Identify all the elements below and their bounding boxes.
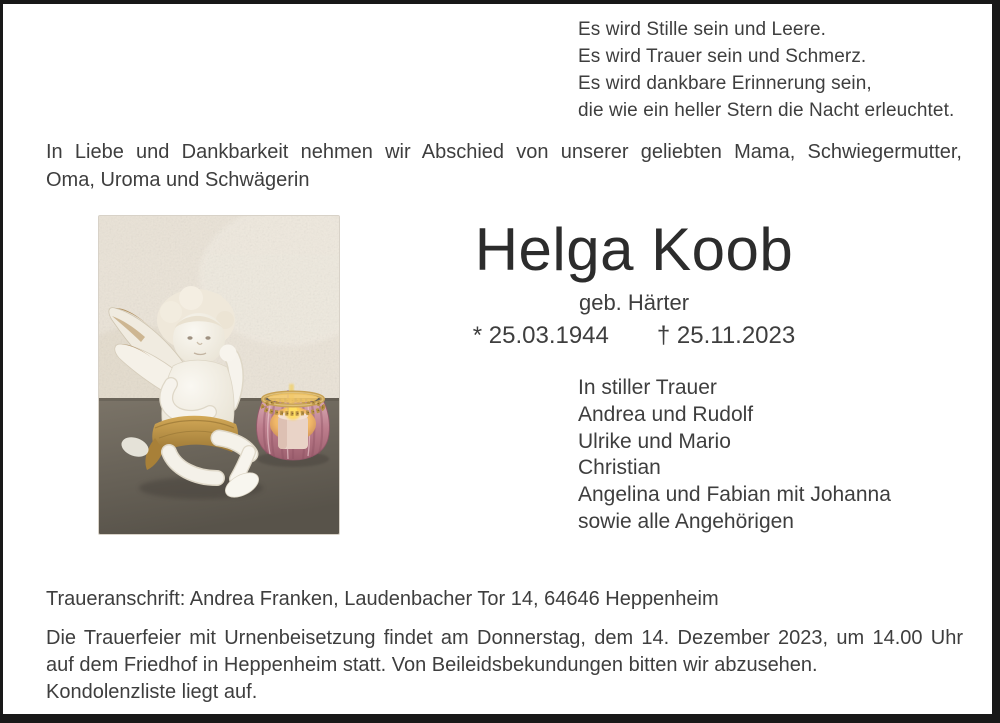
poem-line: Es wird Trauer sein und Schmerz.	[578, 46, 867, 67]
mourners-line: sowie alle Angehörigen	[578, 509, 794, 533]
funeral-line: Kondolenzliste liegt auf.	[46, 681, 258, 703]
intro-line: Oma, Uroma und Schwägerin	[46, 169, 310, 191]
life-dates	[451, 322, 817, 350]
poem-line: Es wird Stille sein und Leere.	[578, 19, 827, 40]
mourners-line: Andrea und Rudolf	[578, 402, 754, 426]
poem-line: die wie ein heller Stern die Nacht erleuchtet.	[578, 100, 955, 121]
intro-paragraph	[46, 138, 962, 194]
funeral-line: auf dem Friedhof in Heppenheim statt. Von Beileidsbekundungen bitten wir abzusehen.	[46, 654, 818, 676]
poem	[578, 16, 954, 124]
deceased-name: Helga Koob	[474, 216, 794, 283]
mourners-line: Christian	[578, 456, 661, 480]
funeral-line: Die Trauerfeier mit Urnenbeisetzung findet am Donnerstag, dem 14. Dezember 2023, um 14.00 Uhr	[46, 627, 963, 649]
maiden-name: geb. Härter	[578, 290, 690, 315]
memorial-photo	[98, 215, 340, 535]
mourners-line: Angelina und Fabian mit Johanna	[578, 483, 891, 507]
deceased-block	[451, 218, 817, 350]
funeral-info	[46, 625, 963, 706]
mourners-list	[578, 375, 891, 536]
birth-date: * 25.03.1944	[472, 322, 609, 349]
mourners-line: In stiller Trauer	[578, 376, 717, 399]
death-date: † 25.11.2023	[656, 322, 796, 349]
poem-line: Es wird dankbare Erinnerung sein,	[578, 73, 872, 94]
mourners-line: Ulrike und Mario	[578, 429, 731, 453]
condolence-address: Traueranschrift: Andrea Franken, Laudenbacher Tor 14, 64646 Heppenheim	[46, 588, 719, 610]
intro-line: In Liebe und Dankbarkeit nehmen wir Abschied von unserer geliebten Mama, Schwiegermutter,	[46, 141, 962, 163]
tealight-candle	[257, 384, 330, 460]
